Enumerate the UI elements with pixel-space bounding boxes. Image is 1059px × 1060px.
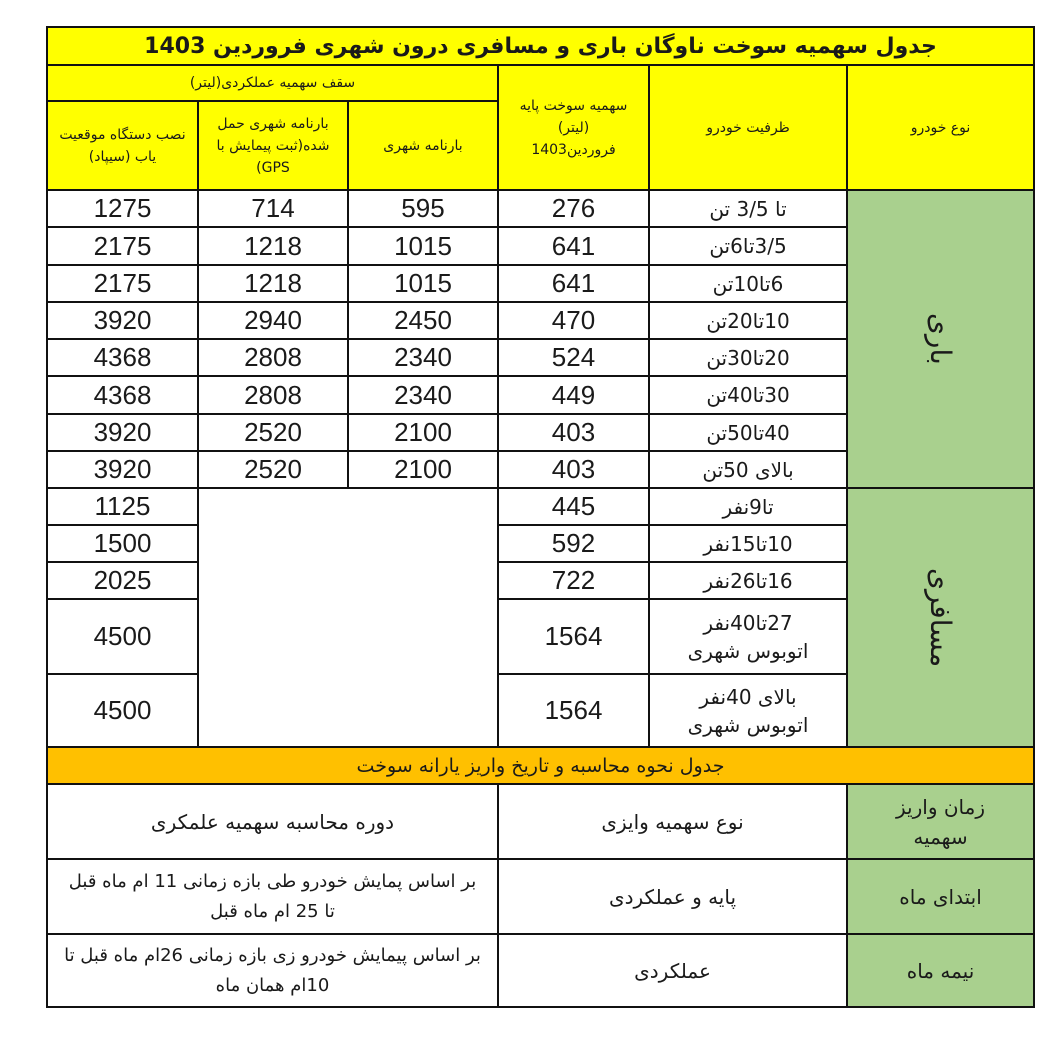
cell-capacity: 3/5تا6تن: [648, 226, 848, 266]
header-urban-waybill: بارنامه شهری: [347, 100, 499, 191]
payment-row-type: عملکردی: [497, 933, 848, 1008]
cell-base-quota: 641: [497, 226, 650, 266]
cell-base-quota: 641: [497, 264, 650, 303]
table-title: جدول سهمیه سوخت ناوگان باری و مسافری درون شهری فروردین 1403: [46, 26, 1035, 66]
cell-base-quota: 1564: [497, 598, 650, 675]
cell-base-quota: 1564: [497, 673, 650, 748]
cell-tracker-install: 3920: [46, 450, 199, 489]
cell-urban-waybill: 1015: [347, 226, 499, 266]
header-base-quota: سهمیه سوخت پایه (لیتر) فروردین1403: [497, 64, 650, 191]
cell-tracker-install: 4500: [46, 673, 199, 748]
cell-capacity: 27تا40نفر اتوبوس شهری: [648, 598, 848, 675]
cell-tracker-install: 1125: [46, 487, 199, 526]
cell-base-quota: 445: [497, 487, 650, 526]
header-tracker-install: نصب دستگاه موقعیت یاب (سیپاد): [46, 100, 199, 191]
payment-table-title: جدول نحوه محاسبه و تاریخ واریز یارانه سوخت: [46, 746, 1035, 785]
cell-urban-waybill: 2100: [347, 450, 499, 489]
cell-urban-waybill-gps: 1218: [197, 264, 349, 303]
payment-row-period: بر اساس پمایش خودرو طی بازه زمانی 11 ام ماه قبل تا 25 ام ماه قبل: [46, 858, 499, 935]
cell-urban-waybill: 595: [347, 189, 499, 228]
cell-tracker-install: 4500: [46, 598, 199, 675]
cell-tracker-install: 3920: [46, 413, 199, 452]
cell-base-quota: 722: [497, 561, 650, 600]
cell-urban-waybill: 2340: [347, 375, 499, 415]
cell-base-quota: 276: [497, 189, 650, 228]
cell-urban-waybill-gps: 1218: [197, 226, 349, 266]
payment-row-period: بر اساس پیمایش خودرو زی بازه زمانی 26ام ماه قبل تا 10ام همان ماه: [46, 933, 499, 1008]
payment-header-type: نوع سهمیه وایزی: [497, 783, 848, 860]
cell-tracker-install: 2175: [46, 264, 199, 303]
cell-urban-waybill-gps: 2808: [197, 338, 349, 377]
cell-capacity: بالای 50تن: [648, 450, 848, 489]
cell-tracker-install: 2175: [46, 226, 199, 266]
cell-urban-waybill-gps: 2808: [197, 375, 349, 415]
payment-header-time: زمان واریز سهمیه: [846, 783, 1035, 860]
cell-urban-waybill: 2100: [347, 413, 499, 452]
cell-base-quota: 524: [497, 338, 650, 377]
cell-urban-waybill: 1015: [347, 264, 499, 303]
cell-urban-waybill-gps: 2520: [197, 413, 349, 452]
cell-capacity: 10تا20تن: [648, 301, 848, 340]
cell-urban-waybill: 2340: [347, 338, 499, 377]
cell-urban-waybill-gps: 2940: [197, 301, 349, 340]
cell-urban-waybill: 2450: [347, 301, 499, 340]
cell-capacity: 20تا30تن: [648, 338, 848, 377]
header-performance-cap: سقف سهمیه عملکردی(لیتر): [46, 64, 499, 102]
cell-base-quota: 403: [497, 450, 650, 489]
cell-base-quota: 470: [497, 301, 650, 340]
header-urban-waybill-gps: بارنامه شهری حمل شده(ثبت پیمایش با GPS): [197, 100, 349, 191]
cell-base-quota: 592: [497, 524, 650, 563]
cell-tracker-install: 2025: [46, 561, 199, 600]
category-cargo: باری: [846, 189, 1035, 489]
cell-tracker-install: 1275: [46, 189, 199, 228]
cell-capacity: 40تا50تن: [648, 413, 848, 452]
cell-capacity: بالای 40نفر اتوبوس شهری: [648, 673, 848, 748]
cell-tracker-install: 1500: [46, 524, 199, 563]
cell-urban-waybill-gps: 2520: [197, 450, 349, 489]
category-passenger: مسافری: [846, 487, 1035, 748]
cell-capacity: 16تا26نفر: [648, 561, 848, 600]
cell-tracker-install: 3920: [46, 301, 199, 340]
cell-tracker-install: 4368: [46, 338, 199, 377]
cell-tracker-install: 4368: [46, 375, 199, 415]
payment-row-type: پایه و عملکردی: [497, 858, 848, 935]
cell-base-quota: 449: [497, 375, 650, 415]
cell-capacity: تا9نفر: [648, 487, 848, 526]
header-capacity: ظرفیت خودرو: [648, 64, 848, 191]
header-vehicle-type: نوع خودرو: [846, 64, 1035, 191]
payment-row-time: ابتدای ماه: [846, 858, 1035, 935]
payment-header-period: دوره محاسبه سهمیه علمکری: [46, 783, 499, 860]
payment-row-time: نیمه ماه: [846, 933, 1035, 1008]
cell-capacity: 6تا10تن: [648, 264, 848, 303]
cell-capacity: تا 3/5 تن: [648, 189, 848, 228]
cell-urban-waybill-gps: 714: [197, 189, 349, 228]
empty-cell: [197, 487, 499, 748]
cell-capacity: 30تا40تن: [648, 375, 848, 415]
cell-capacity: 10تا15نفر: [648, 524, 848, 563]
cell-base-quota: 403: [497, 413, 650, 452]
